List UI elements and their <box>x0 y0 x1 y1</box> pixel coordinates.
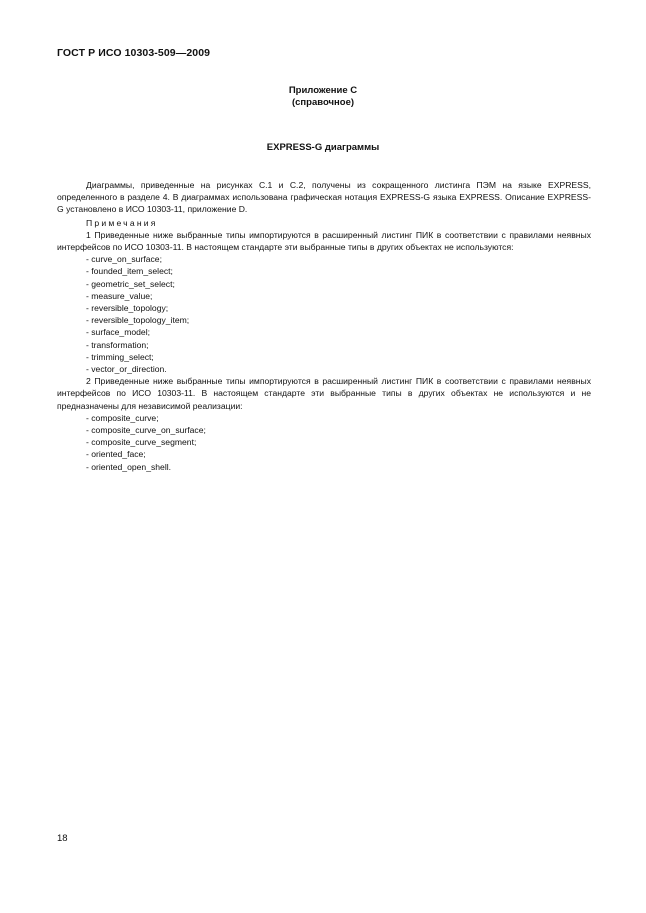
list-item: - founded_item_select; <box>86 265 591 277</box>
note-1-list <box>57 253 591 375</box>
page-number: 18 <box>57 833 68 844</box>
section-title: EXPRESS-G диаграммы <box>266 142 380 153</box>
notes-heading: Примечания <box>86 217 158 228</box>
list-item: - composite_curve_segment; <box>86 436 591 448</box>
list-item: - trimming_select; <box>86 351 591 363</box>
note-2-list <box>57 412 591 473</box>
list-item: - surface_model; <box>86 326 591 338</box>
appendix-title: Приложение С <box>288 85 358 96</box>
list-item: - transformation; <box>86 339 591 351</box>
note-2-text: 2 Приведенные ниже выбранные типы импортируются в расширенный листинг ПИК в соответствии с правилами неявных интерфейсов по ИСО 10303-11. В настоящем стандарте эти выбранные типы в других объектах не используются и не предназначены для независимой реализации: <box>57 376 591 411</box>
list-item: - curve_on_surface; <box>86 253 591 265</box>
appendix-subtitle: (справочное) <box>291 97 355 108</box>
note-1-text: 1 Приведенные ниже выбранные типы импортируются в расширенный листинг ПИК в соответствии с правилами неявных интерфейсов по ИСО 10303-11. В настоящем стандарте эти выбранные типы в других объектах не используются: <box>57 229 591 253</box>
list-item: - oriented_face; <box>86 448 591 460</box>
list-item: - measure_value; <box>86 290 591 302</box>
list-item: - reversible_topology_item; <box>86 314 591 326</box>
document-header: ГОСТ Р ИСО 10303-509—2009 <box>57 47 211 59</box>
list-item: - vector_or_direction. <box>86 363 591 375</box>
list-item: - composite_curve; <box>86 412 591 424</box>
list-item: - geometric_set_select; <box>86 278 591 290</box>
list-item: - reversible_topology; <box>86 302 591 314</box>
appendix-heading <box>0 85 646 109</box>
list-item: - composite_curve_on_surface; <box>86 424 591 436</box>
document-body <box>57 179 591 473</box>
intro-paragraph: Диаграммы, приведенные на рисунках С.1 и С.2, получены из сокращенного листинга ПЭМ на языке EXPRESS, определенного в разделе 4. В диаграммах использована графическая нотация EXPRESS-G языка EXPRESS. Описание EXPRESS-G установлено в ИСО 10303-11, приложение D. <box>57 180 591 215</box>
list-item: - oriented_open_shell. <box>86 461 591 473</box>
